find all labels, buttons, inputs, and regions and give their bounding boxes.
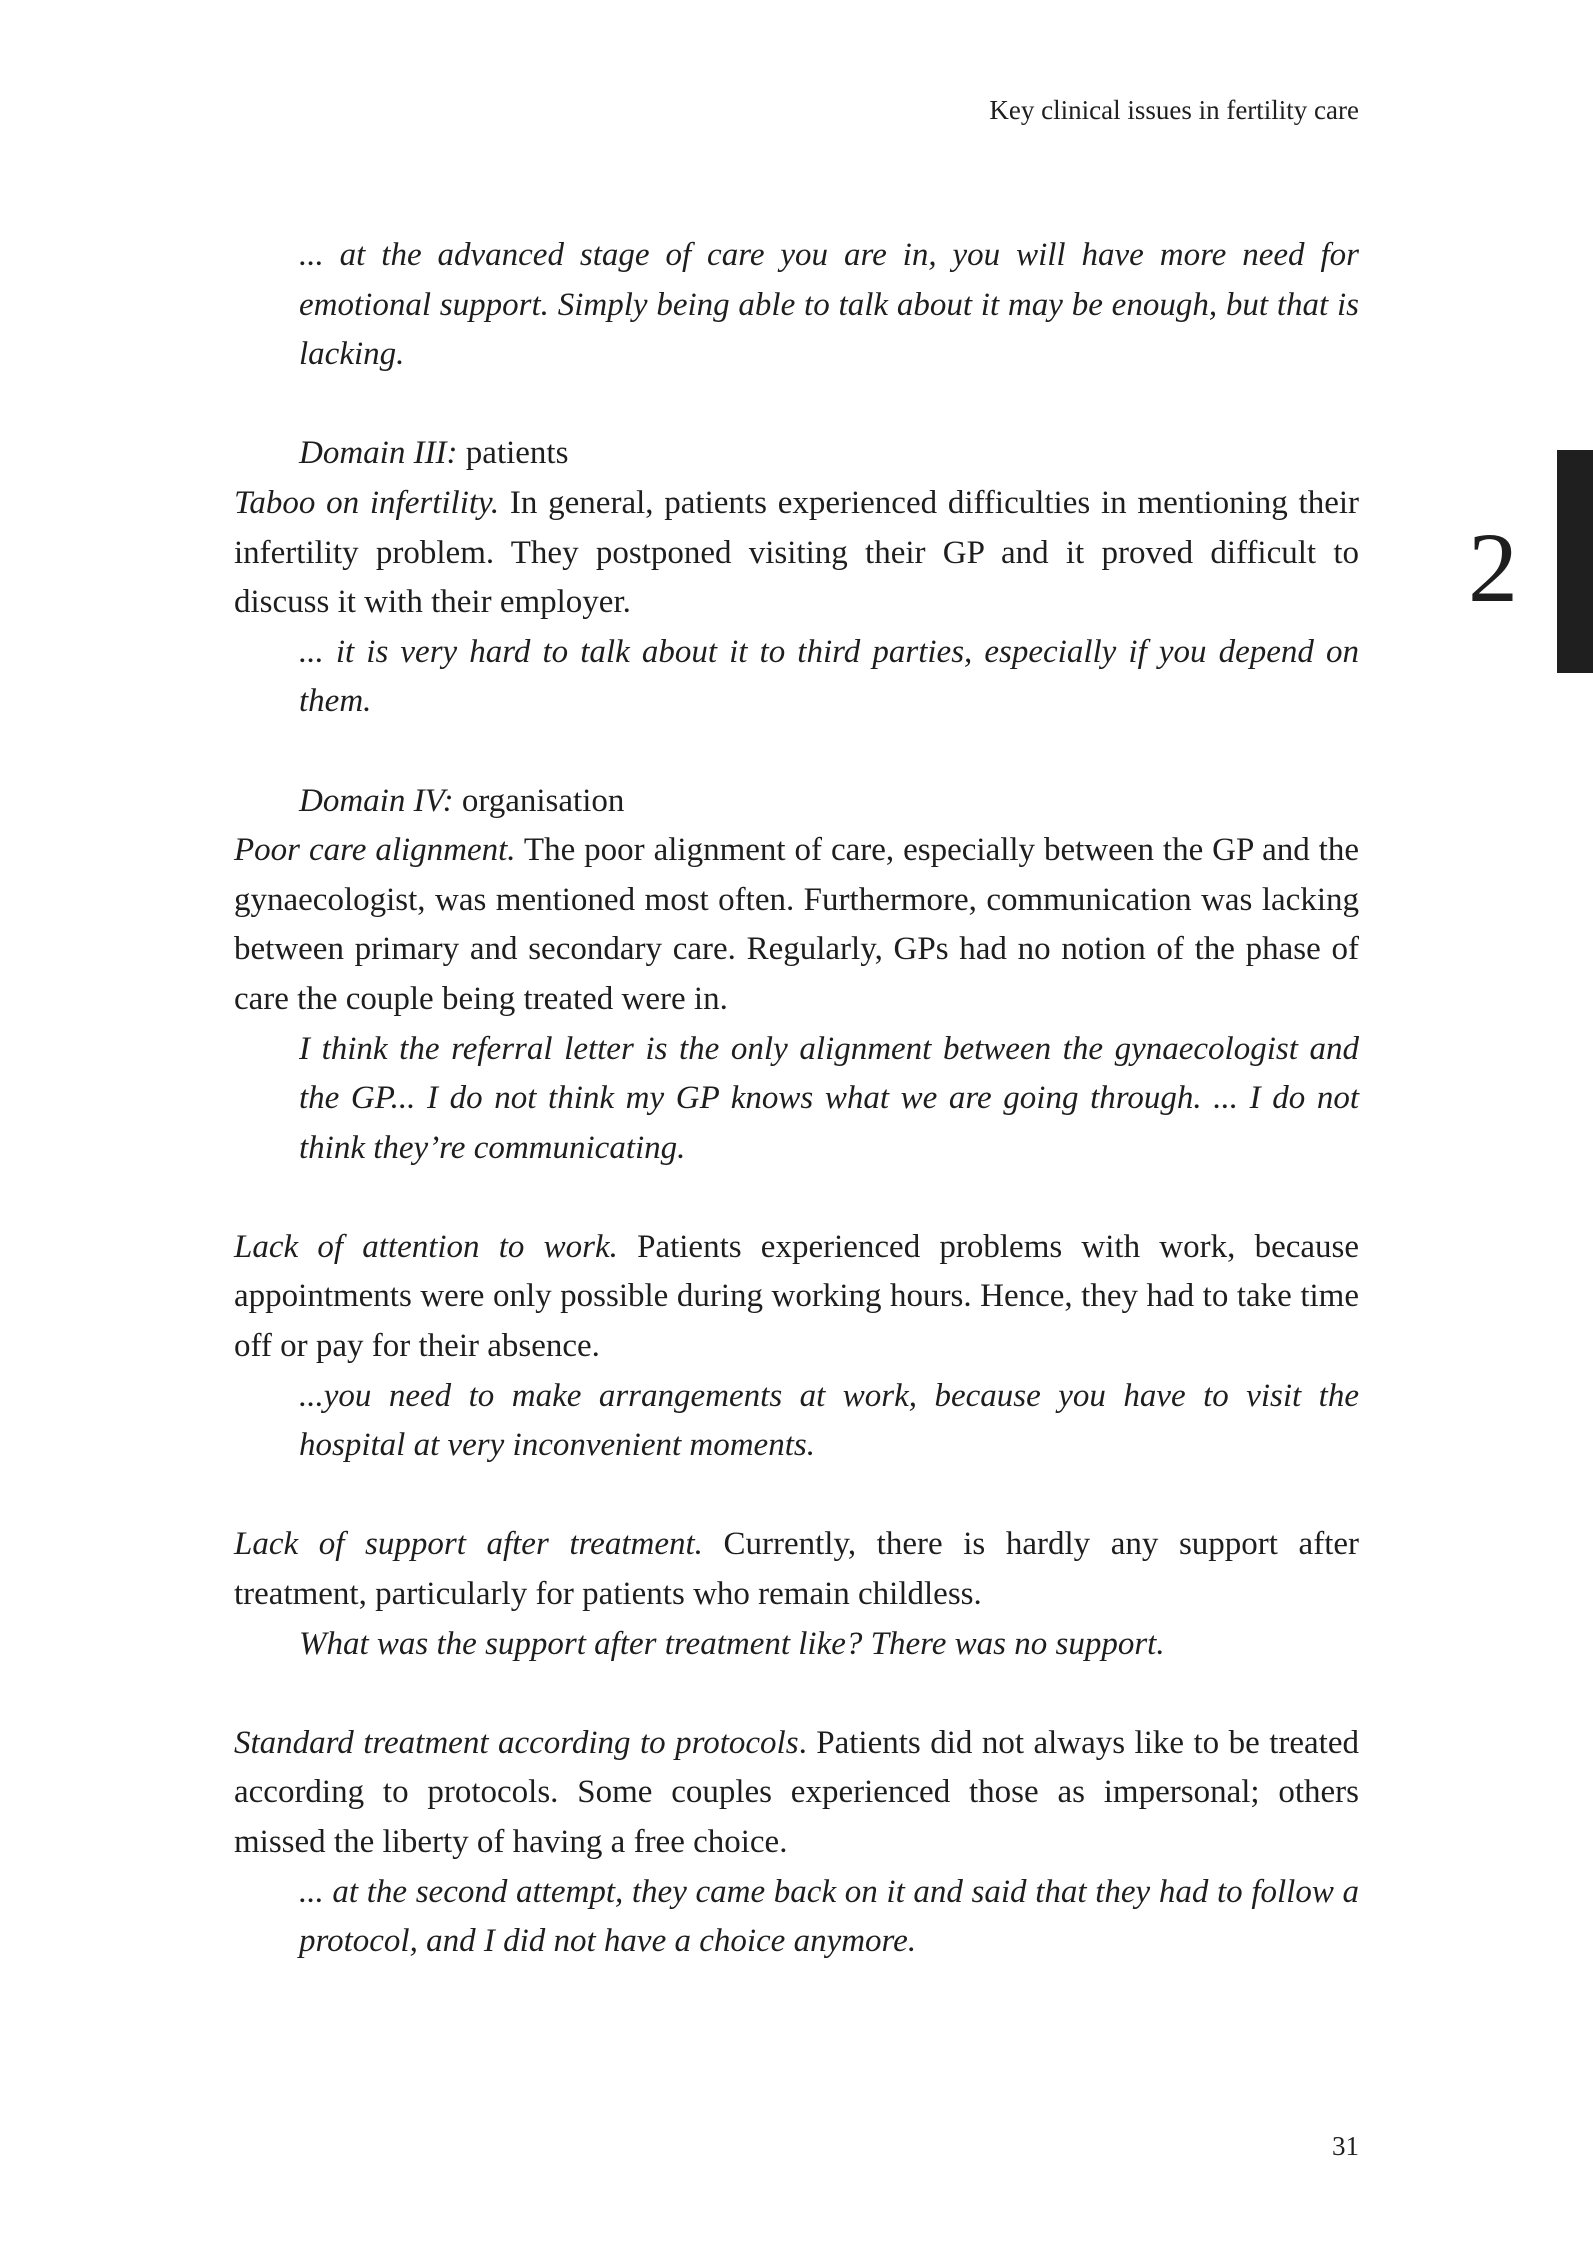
running-header: Key clinical issues in fertility care	[989, 95, 1359, 125]
paragraph-alignment	[234, 826, 1359, 1024]
paragraph-lead: Lack of support after treatment.	[234, 1526, 703, 1563]
domain-name: patients	[457, 435, 569, 472]
paragraph-text: In general, patients experienced difficulties in mentioning their infertility problem. They postponed visiting their GP and it proved difficult to discuss it with their employer.	[234, 484, 1359, 621]
paragraph-lead: Poor care alignment.	[234, 832, 516, 869]
domain-heading-patients	[234, 429, 1359, 479]
chapter-thumb-tab	[1557, 450, 1593, 673]
paragraph-text: Patients experienced problems with work, because appointments were only possible during working hours. Hence, they had to take time off or pay for their absence.	[234, 1228, 1360, 1365]
paragraph-text: The poor alignment of care, especially between the GP and the gynaecologist, was mentioned most often. Furthermore, communication was lacking between primary and secondary care. Regularly, GPs had no notion of the phase of care the couple being treated were in.	[234, 832, 1359, 1017]
quote-taboo: ... it is very hard to talk about it to third parties, especially if you depend on them.	[299, 633, 1359, 720]
chapter-number: 2	[1468, 512, 1518, 623]
quote-emotional-support: ... at the advanced stage of care you are in, you will have more need for emotional support. Simply being able to talk about it may be enough, but that is lacking.	[299, 237, 1359, 373]
paragraph-work	[234, 1223, 1359, 1372]
page-number: 31	[1332, 2131, 1359, 2161]
paragraph-support	[234, 1520, 1359, 1619]
paragraph-protocols	[234, 1719, 1359, 1868]
page-body	[234, 231, 1359, 1967]
quote-work: ...you need to make arrangements at work, because you have to visit the hospital at very inconvenient moments.	[299, 1377, 1359, 1464]
domain-label: Domain III:	[299, 435, 458, 472]
paragraph-text: Currently, there is hardly any support after treatment, particularly for patients who remain childless.	[234, 1526, 1360, 1613]
paragraph-lead: Taboo on infertility.	[234, 484, 500, 521]
domain-heading-organisation	[234, 777, 1359, 827]
paragraph-text: . Patients did not always like to be treated according to protocols. Some couples experienced those as impersonal; others missed the liberty of having a free choice.	[234, 1724, 1359, 1860]
domain-name: organisation	[453, 782, 625, 819]
paragraph-lead: Lack of attention to work.	[234, 1228, 618, 1265]
paragraph-taboo	[234, 479, 1359, 628]
quote-protocols: ... at the second attempt, they came back on it and said that they had to follow a protocol, and I did not have a choice anymore.	[299, 1873, 1359, 1960]
paragraph-lead: Standard treatment according to protocols	[234, 1724, 799, 1761]
quote-alignment: I think the referral letter is the only alignment between the gynaecologist and the GP... I do not think my GP knows what we are going through. ... I do not think they’re communicating.	[299, 1030, 1359, 1166]
domain-label: Domain IV:	[299, 782, 454, 819]
quote-support: What was the support after treatment like? There was no support.	[299, 1625, 1165, 1662]
